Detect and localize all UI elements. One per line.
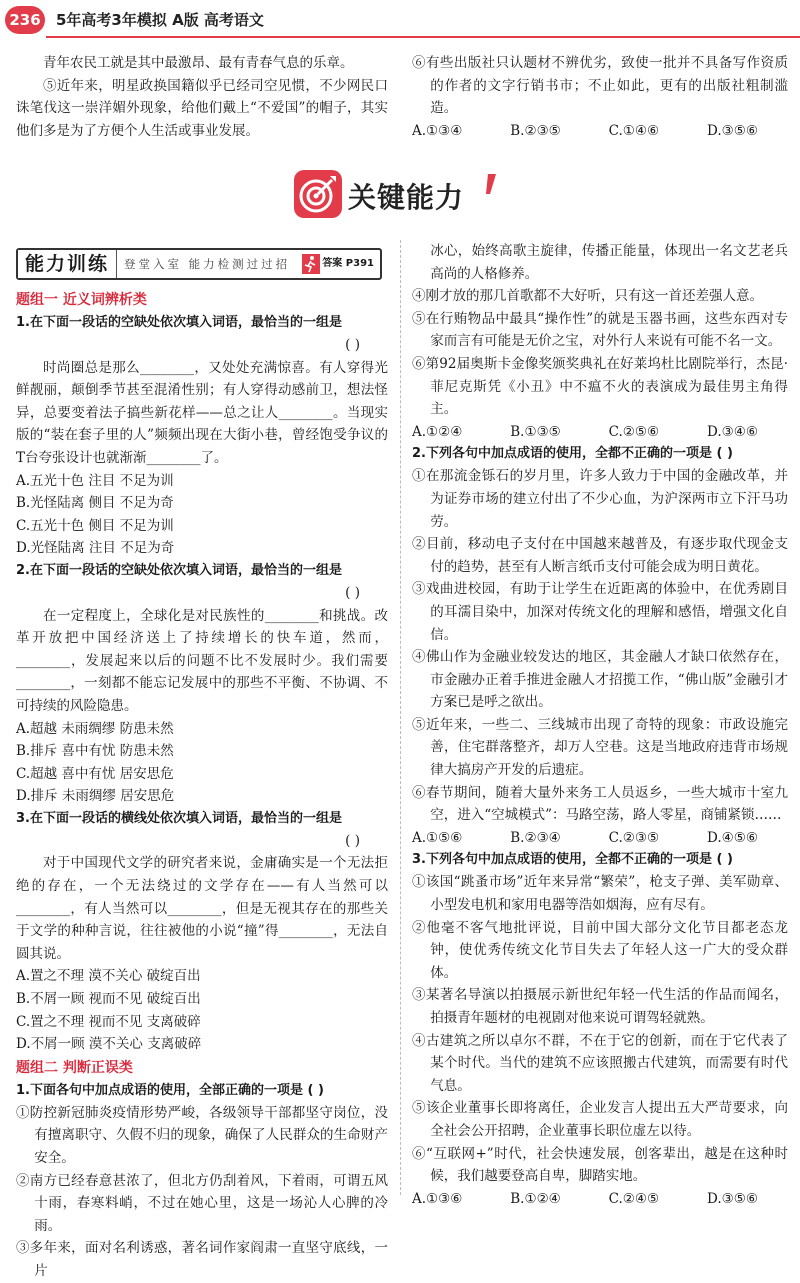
- book-title: 5年高考3年模拟 A版 高考语文: [56, 11, 264, 29]
- g2-q1-item-6: ⑥第92届奥斯卡金像奖颁奖典礼在好莱坞杜比剧院举行，杰昆·菲尼克斯凭《小丑》中不瘟不火的表演成为最佳男主角得主。: [412, 355, 788, 418]
- g2-q1-item-5: ⑤在行贿物品中最具“操作性”的就是玉器书画，这些东西对专家而言有可能是无价之宝，对外行人来说有可能不名一文。: [412, 310, 788, 350]
- section-title: 关键能力: [348, 181, 465, 214]
- g1-q2-option-d: D.排斥 未雨绸缪 居安思危: [16, 788, 175, 805]
- runner-icon: [302, 254, 320, 274]
- training-header: [16, 248, 388, 284]
- g2-q3-item-3: ③某著名导演以拍摄展示新世纪年轻一代生活的作品而闻名，拍摄青年题材的电视剧对他来说可谓驾轻就熟。: [412, 987, 788, 1026]
- g2-q3-item-2: ②他毫不客气地批评说，目前中国大部分文化节目都老态龙钟，使优秀传统文化节目失去了年轻人这一广大的受众群体。: [412, 919, 788, 981]
- g1-q2-passage: 在一定程度上，全球化是对民族性的________和挑战。改革开放把中国经济送上了持续增长的快车道，然而，________，发展起来以后的问题不比不发展时少。我们需要________，一刻都不能忘记发展中的那些不平衡、不协调、不可持续的风险隐患。: [16, 607, 388, 714]
- answer-c: C.①④⑥: [608, 122, 660, 139]
- g2-q3-item-1: ①该国“跳蚤市场”近年来异常“繁荣”，枪支子弹、美军勋章、小型发电机和家用电器等浩如烟海，应有尽有。: [412, 874, 788, 914]
- g1-q1-option-a: A.五光十色 注目 不足为训: [16, 472, 174, 489]
- g1-q1-option-d: D.光怪陆离 注目 不足为奇: [16, 540, 175, 557]
- page-number: 236: [5, 6, 45, 34]
- g2-q3-stem: [412, 849, 788, 871]
- g2-q1-paren: ( ): [307, 1082, 324, 1098]
- top-right-continuation: [412, 52, 788, 142]
- g2-q3-item-5: ⑤该企业董事长即将离任，企业发言人提出五大严苛要求，向全社会公开招聘，企业董事长职位虚左以待。: [412, 1100, 788, 1139]
- g1-q3-option-a: A.置之不理 漠不关心 破绽百出: [16, 968, 201, 985]
- g2-q1-item-1: ①防控新冠肺炎疫情形势严峻，各级领导干部都坚守岗位，没有擅离职守、久假不归的现象，确保了人民群众的生命财产安全。: [16, 1104, 388, 1166]
- g1-q1-option-c: C.五光十色 侧目 不足为训: [16, 517, 174, 534]
- group2-title: 题组二 判断正误类: [16, 1059, 133, 1076]
- g2-q2-paren: ( ): [716, 446, 733, 462]
- answer-c: C.②③⑤: [608, 829, 660, 846]
- item-6: ⑥有些出版社只认题材不辨优劣，致使一批并不具备写作资质的作者的文字行销书市；不止如此，更有的出版社粗制滥造。: [412, 55, 788, 117]
- g2-q1-stem-text: 1.下面各句中加点成语的使用，全部正确的一项是: [16, 1082, 303, 1098]
- g2-q2-stem: [412, 443, 788, 465]
- g1-q2-paren: ( ): [345, 584, 360, 601]
- answer-a: A.①③④: [412, 122, 463, 139]
- g2-q1-item-3-continued: 冰心，始终高歌主旋律，传播正能量，体现出一名文艺老兵高尚的人格修养。: [430, 243, 788, 282]
- g2-q1-item-4: ④刚才放的那几首歌都不大好听，只有这一首还差强人意。: [412, 288, 763, 305]
- answer-b: B.①③⑤: [510, 423, 561, 440]
- g2-q1-answers: [412, 421, 788, 444]
- g1-q3-option-d: D.不屑一顾 漠不关心 支离破碎: [16, 1036, 202, 1053]
- g2-q2-item-4: ④佛山作为金融业较发达的地区，其金融人才缺口依然存在，市金融办正着手推进金融人才招揽工作，“佛山版”金融引才方案已是呼之欲出。: [412, 649, 788, 711]
- g2-q2-item-2: ②目前，移动电子支付在中国越来越普及，有逐步取代现金支付的趋势，甚至有人断言纸币支付可能会成为明日黄花。: [412, 536, 788, 575]
- g1-q3-passage: 对于中国现代文学的研究者来说，金庸确实是一个无法拒绝的存在，一个无法绕过的文学存在——有人当然可以________，有人当然可以________，但是无视其存在的那些关于文学的种种言说，往往被他的小说“撞”得________，无法自圆其说。: [16, 855, 388, 962]
- column-divider: [400, 240, 401, 1195]
- g2-q3-item-6: ⑥“互联网+”时代，社会快速发展，创客辈出，越是在这种时候，我们越要登高自卑，脚踏实地。: [412, 1145, 788, 1185]
- section-banner: [292, 168, 508, 220]
- g2-q1-item-3-start: ③多年来，面对名利诱惑，著名词作家阎肃一直坚守底线，一片: [16, 1240, 388, 1279]
- g1-q2-option-c: C.超越 喜中有忧 居安思危: [16, 765, 174, 782]
- training-title: 能力训练: [18, 250, 117, 278]
- continuation-line: 青年农民工就是其中最激昂、最有青春气息的乐章。: [43, 55, 354, 71]
- header-rule: [46, 36, 800, 38]
- accent-mark-icon: [484, 172, 498, 196]
- left-column: [16, 244, 388, 1279]
- g2-q2-answers: [412, 827, 788, 850]
- g2-q2-item-1: ①在那流金铄石的岁月里，许多人致力于中国的金融改革，并为证券市场的建立付出了不少心血，为沪深两市立下汗马功劳。: [412, 468, 788, 530]
- g2-q1-stem: [16, 1080, 388, 1102]
- top-left-continuation: [16, 52, 388, 142]
- answer-c: C.②⑤⑥: [608, 423, 660, 440]
- g1-q3-option-c: C.置之不理 视而不见 支离破碎: [16, 1013, 201, 1030]
- g1-q1-stem: 1.在下面一段话的空缺处依次填入词语，最恰当的一组是: [16, 315, 342, 330]
- item-5: ⑤近年来，明星政换国籍似乎已经司空见惯，不少网民口诛笔伐这一崇洋媚外现象，给他们戴上“不爱国”的帽子，其实他们多是为了方便个人生活或事业发展。: [16, 77, 388, 139]
- answer-a: A.①③⑥: [412, 1190, 463, 1207]
- answer-a: A.①⑤⑥: [412, 829, 463, 846]
- group1-title: 题组一 近义词辨析类: [16, 292, 147, 308]
- answer-b: B.②③④: [510, 829, 561, 846]
- g1-q3-option-b: B.不屑一顾 视而不见 破绽百出: [16, 991, 201, 1008]
- answer-d: D.③⑤⑥: [707, 1190, 758, 1207]
- g1-q2-stem: 2.在下面一段话的空缺处依次填入词语，最恰当的一组是: [16, 562, 342, 578]
- g2-q3-answers: [412, 1188, 788, 1211]
- answer-reference: 答案 P391: [322, 258, 374, 269]
- g1-q1-passage: 时尚圈总是那么________，又处处充满惊喜。有人穿得光鲜靓丽，颠倒季节甚至混淆性别；有人穿得动感前卫，想法怪异，总要变着法子搞些新花样——总之让人________。当现实版的“装在套子里的人”频频出现在大街小巷，曾经饱受争议的T台夸张设计也就渐渐________了。: [16, 359, 388, 466]
- training-subtitle: 登堂入室 能力检测过过招: [124, 257, 291, 271]
- g2-q3-item-4: ④古建筑之所以卓尔不群，不在于它的创新，而在于它代表了某个时代。当代的建筑不应该照搬古代建筑，而需要有时代气息。: [412, 1032, 788, 1094]
- page-header: [0, 0, 800, 40]
- answer-c: C.②④⑤: [608, 1190, 660, 1207]
- target-icon: [292, 168, 344, 220]
- g1-q2-option-a: A.超越 未雨绸缪 防患未然: [16, 720, 174, 737]
- answer-d: D.③⑤⑥: [707, 122, 758, 139]
- g2-q2-item-3: ③戏曲进校园，有助于让学生在近距离的体验中，在优秀剧目的耳濡目染中，加深对传统文化的理解和感悟，增强文化自信。: [412, 581, 788, 643]
- right-column: [412, 240, 788, 1210]
- g2-q2-item-5: ⑤近年来，一些二、三线城市出现了奇特的现象：市政设施完善，住宅群落整齐，却万人空巷。这是当地政府违背市场规律大搞房产开发的后遗症。: [412, 716, 788, 779]
- answer-b: B.①②④: [510, 1190, 561, 1207]
- answer-d: D.④⑤⑥: [707, 829, 758, 846]
- g1-q3-paren: ( ): [345, 832, 360, 849]
- g2-q3-stem-text: 3.下列各句中加点成语的使用，全都不正确的一项是: [412, 852, 712, 868]
- g1-q1-paren: ( ): [345, 337, 360, 353]
- answer-d: D.③④⑥: [707, 423, 758, 440]
- answer-options: [412, 120, 788, 143]
- g1-q3-stem: 3.在下面一段话的横线处依次填入词语，最恰当的一组是: [16, 810, 342, 826]
- g1-q2-option-b: B.排斥 喜中有忧 防患未然: [16, 743, 174, 760]
- g2-q2-stem-text: 2.下列各句中加点成语的使用，全都不正确的一项是: [412, 446, 712, 462]
- answer-a: A.①②④: [412, 423, 463, 440]
- g2-q2-item-6: ⑥春节期间，随着大量外来务工人员返乡，一些大城市十室九空，进入“空城模式”：马路空荡，路人零星，商铺紧锁……: [412, 784, 788, 824]
- g2-q3-paren: ( ): [716, 852, 733, 868]
- g1-q1-option-b: B.光怪陆离 侧目 不足为奇: [16, 495, 174, 512]
- g2-q1-item-2: ②南方已经春意甚浓了，但北方仍刮着风，下着雨，可谓五风十雨，春寒料峭，不过在她心里，这是一场沁人心脾的冷雨。: [16, 1172, 388, 1234]
- training-box: [16, 248, 382, 280]
- answer-b: B.②③⑤: [510, 122, 561, 139]
